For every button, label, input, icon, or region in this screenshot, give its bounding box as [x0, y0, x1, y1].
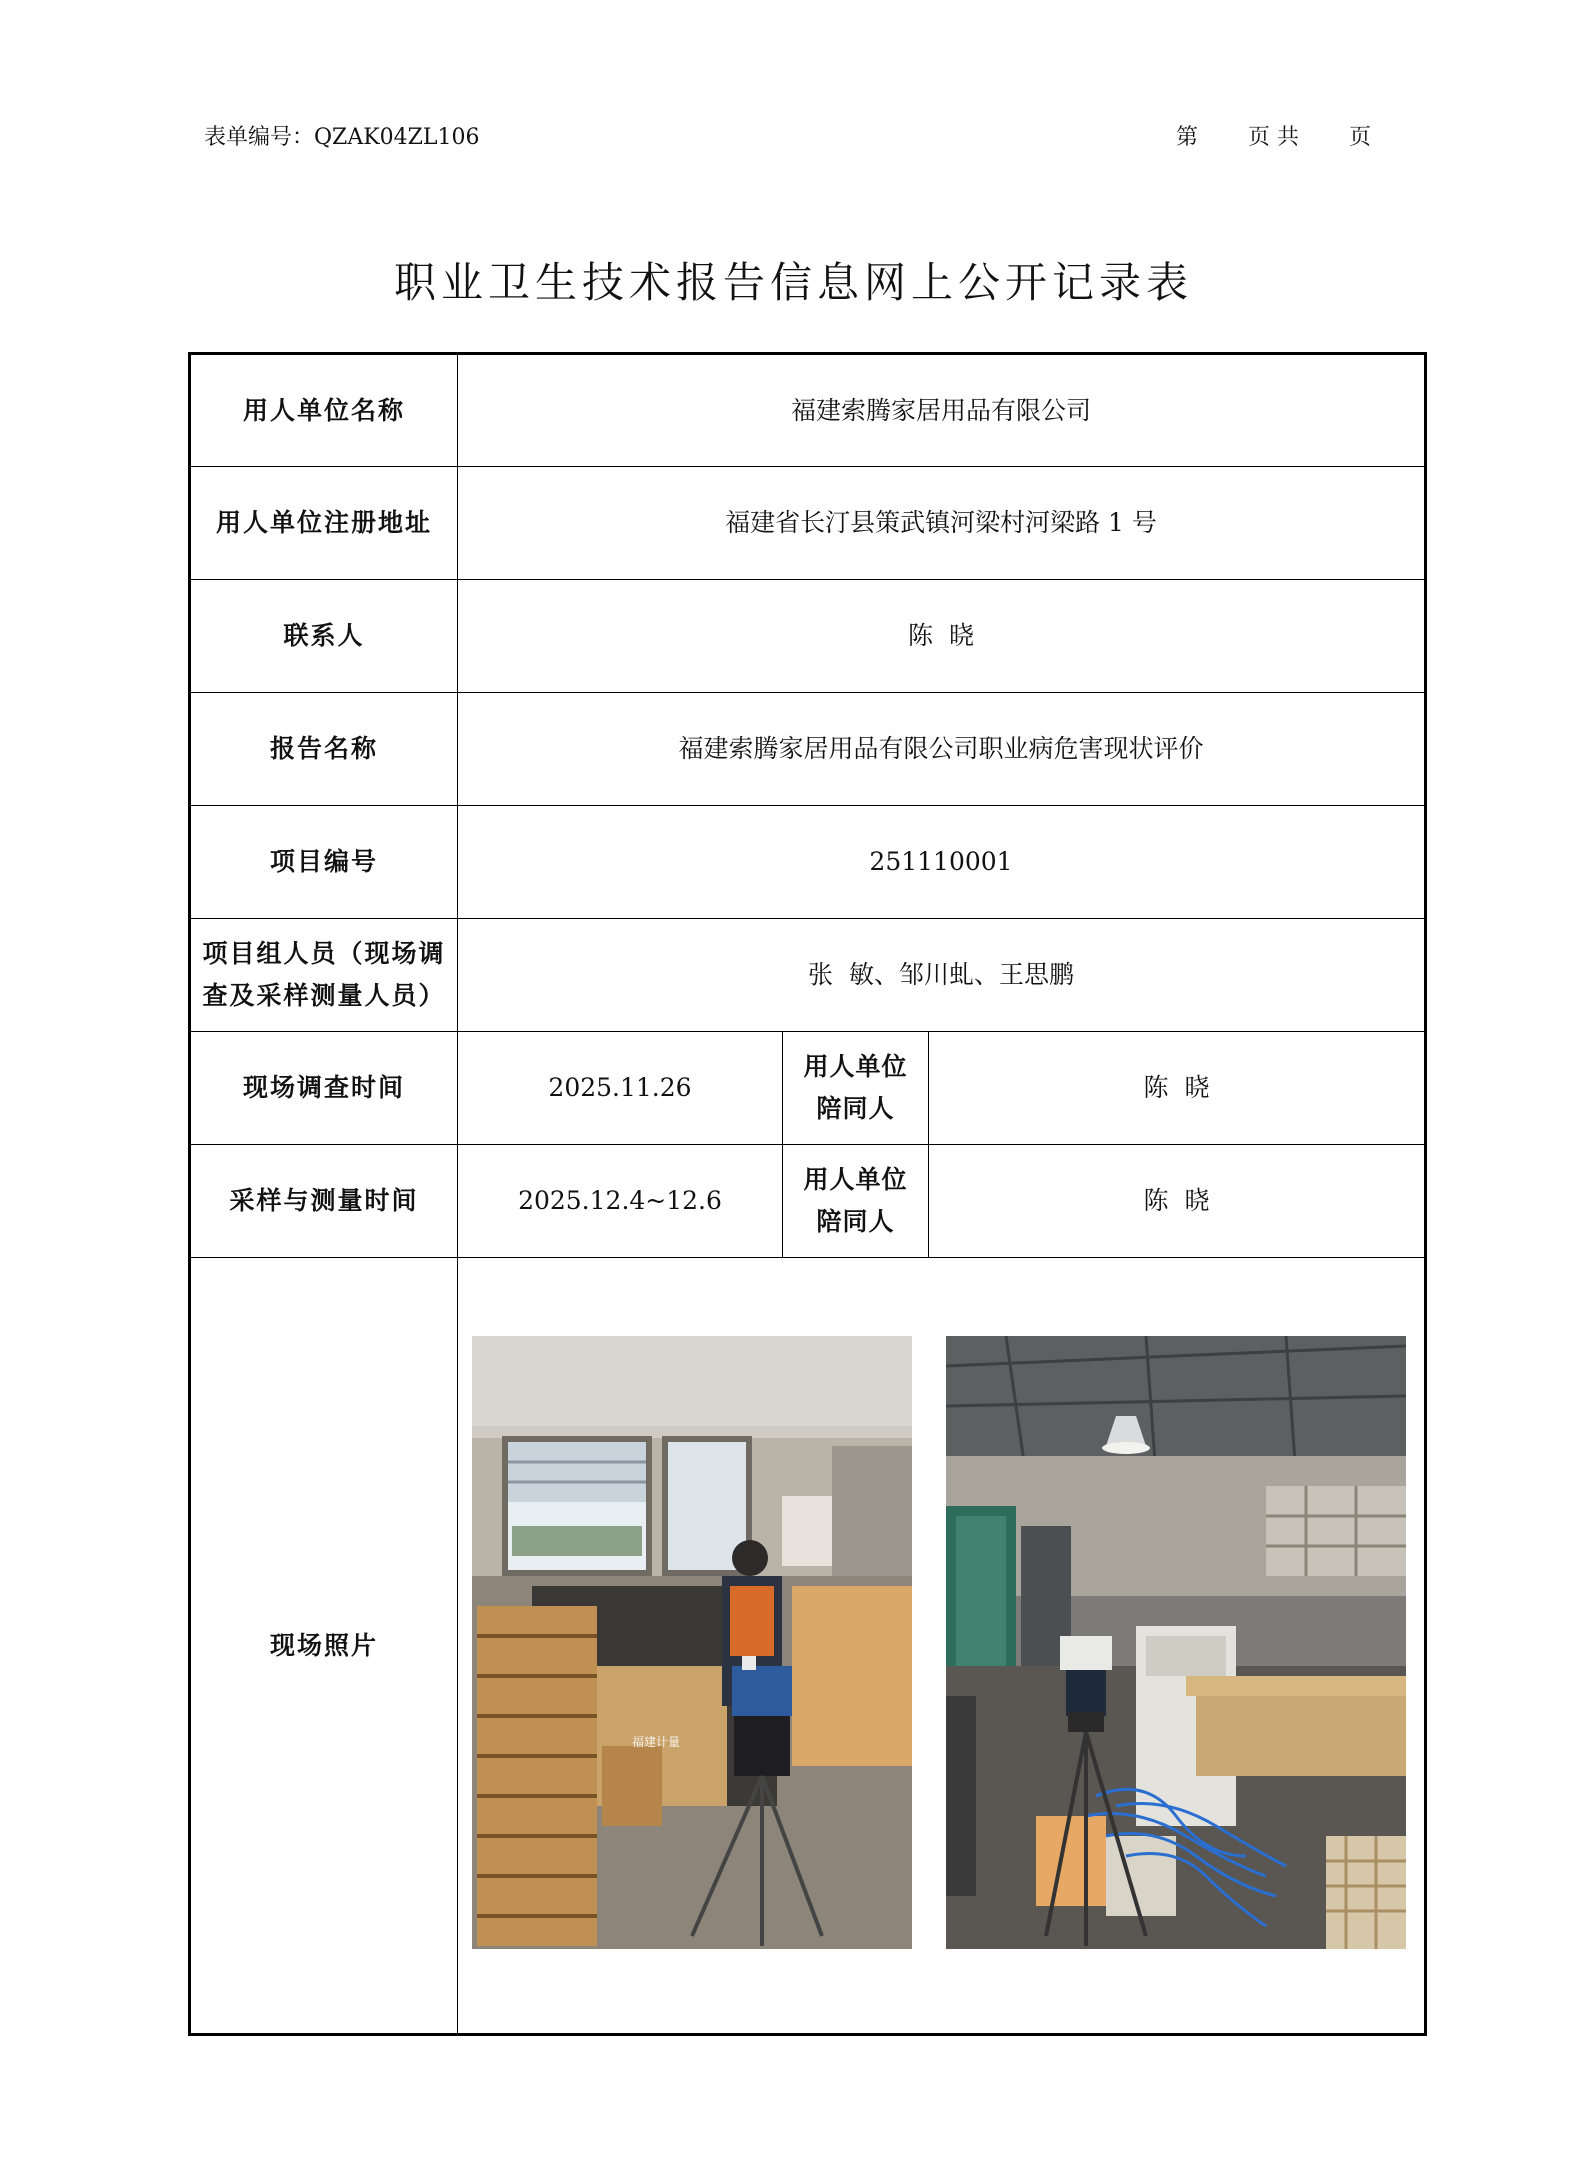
page-indicator [1176, 120, 1371, 151]
value-registered-address: 福建省长汀县策武镇河梁村河梁路 1 号 [458, 467, 1426, 580]
table-row [190, 806, 1426, 919]
photo1-label-box [742, 1656, 756, 1670]
site-photo-1 [472, 1336, 912, 1949]
table-row [190, 354, 1426, 467]
table-row [190, 467, 1426, 580]
table-row [190, 693, 1426, 806]
label-project-team [190, 919, 458, 1032]
label-survey-companion [783, 1032, 929, 1145]
label-registered-address: 用人单位注册地址 [190, 467, 458, 580]
label-survey-companion-line2: 陪同人 [816, 1094, 895, 1123]
label-survey-companion-line1: 用人单位 [803, 1052, 908, 1081]
photos-container [458, 1258, 1424, 2033]
label-contact: 联系人 [190, 580, 458, 693]
label-site-photos: 现场照片 [190, 1258, 458, 2035]
value-report-name: 福建索腾家居用品有限公司职业病危害现状评价 [458, 693, 1426, 806]
label-project-team-line1: 项目组人员（现场调 [202, 939, 446, 968]
photos-cell [458, 1258, 1426, 2035]
page-ye: 页 [1349, 125, 1372, 150]
label-sampling-companion-line1: 用人单位 [803, 1165, 908, 1194]
table-row [190, 1032, 1426, 1145]
label-report-name: 报告名称 [190, 693, 458, 806]
value-survey-time: 2025.11.26 [458, 1032, 783, 1145]
value-contact: 陈 晓 [458, 580, 1426, 693]
value-sampling-companion: 陈 晓 [929, 1145, 1426, 1258]
photo1-machine-text: 福建计量 [632, 1735, 681, 1749]
value-project-team: 张 敏、邹川虬、王思鹏 [458, 919, 1426, 1032]
value-project-number: 251110001 [458, 806, 1426, 919]
label-sampling-companion-line2: 陪同人 [816, 1207, 895, 1236]
label-sampling-time: 采样与测量时间 [190, 1145, 458, 1258]
label-project-team-line2: 查及采样测量人员） [202, 981, 446, 1010]
label-employer-name: 用人单位名称 [190, 354, 458, 467]
page-title: 职业卫生技术报告信息网上公开记录表 [393, 258, 1193, 307]
value-sampling-time: 2025.12.4~12.6 [458, 1145, 783, 1258]
site-photo-2 [946, 1336, 1406, 1949]
page-di: 第 [1176, 125, 1199, 150]
table-row [190, 580, 1426, 693]
table-row [190, 1258, 1426, 2035]
table-row [190, 919, 1426, 1032]
value-employer-name: 福建索腾家居用品有限公司 [458, 354, 1426, 467]
table-row [190, 1145, 1426, 1258]
label-sampling-companion [783, 1145, 929, 1258]
form-number: 表单编号：QZAK04ZL106 [204, 125, 480, 150]
record-table [188, 352, 1427, 2036]
page-ye-gong: 页 共 [1248, 125, 1300, 150]
label-project-number: 项目编号 [190, 806, 458, 919]
label-survey-time: 现场调查时间 [190, 1032, 458, 1145]
value-survey-companion: 陈 晓 [929, 1032, 1426, 1145]
